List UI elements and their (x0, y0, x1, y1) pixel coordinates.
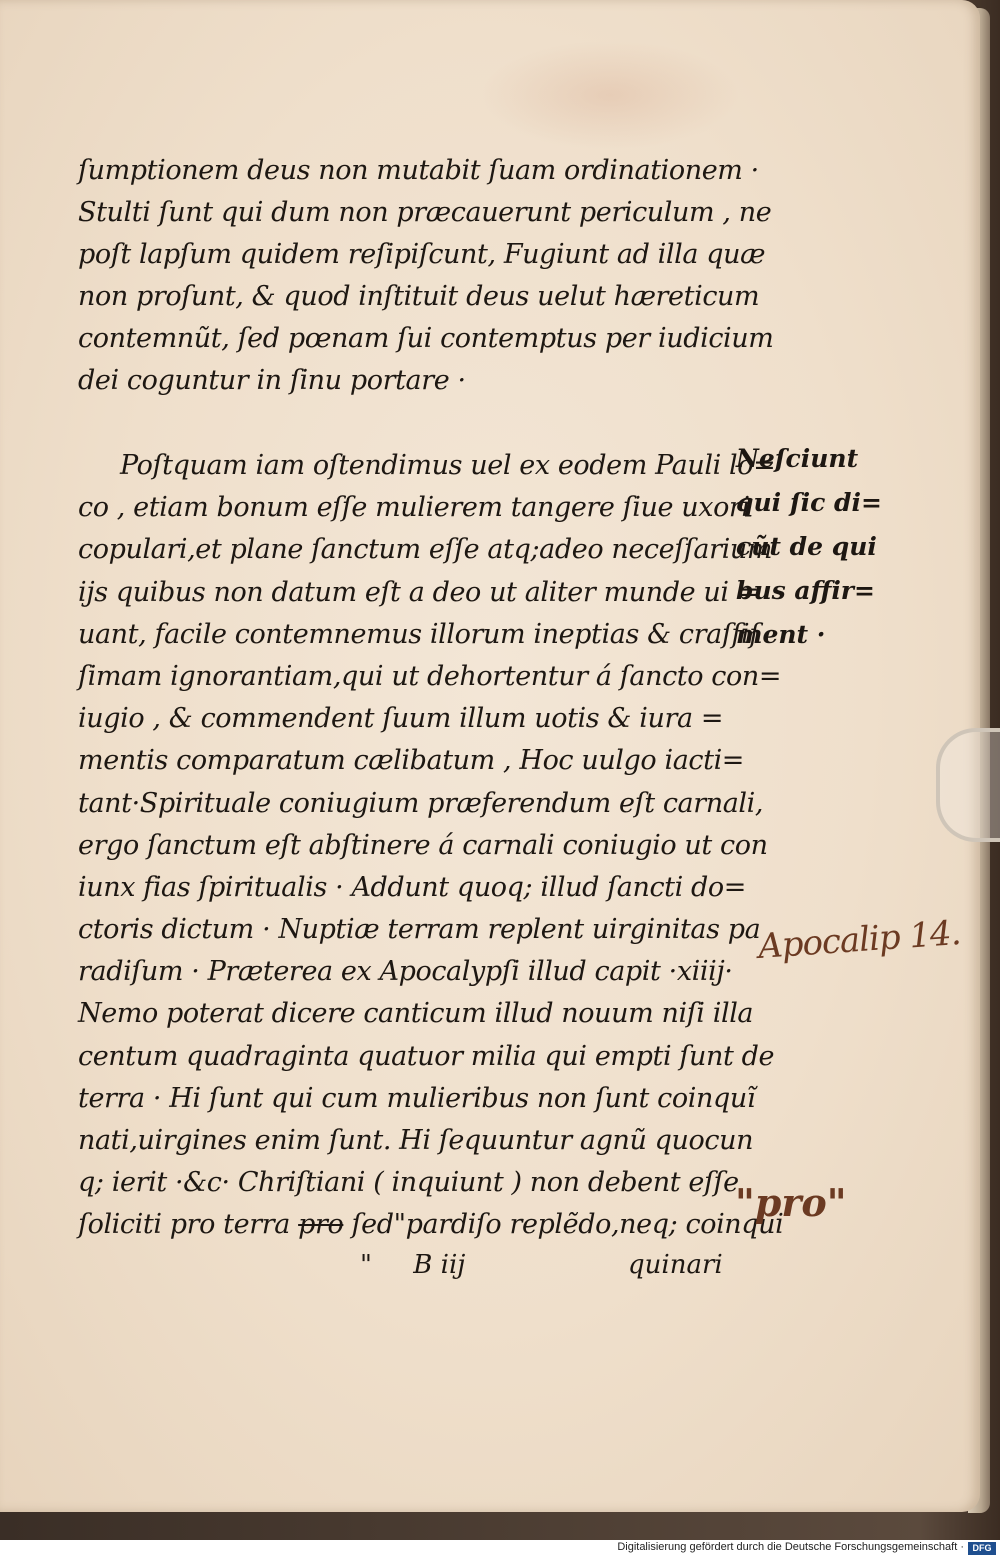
text-line: nati,uirgines enim ſunt. Hi ſequuntur agnũ quocun (78, 1125, 754, 1156)
quote-mark: " (360, 1250, 372, 1280)
text-line: centum quadraginta quatuor milia qui empti ſunt de (78, 1040, 775, 1072)
text-line: Nemo poterat dicere canticum illud nouum niſi illa (78, 998, 754, 1030)
handwritten-annotation-pro: "pro" (735, 1180, 847, 1225)
last-text-line (78, 1204, 784, 1246)
dfg-logo-icon: DFG (968, 1542, 996, 1555)
text-line: co , etiam bonum eſſe mulierem tangere ſiue uxori (78, 492, 750, 524)
text-line: ſumptionem deus non mutabit ſuam ordinationem · (78, 155, 759, 186)
text-line: terra · Hi ſunt qui cum mulieribus non ſunt coinquĩ (78, 1082, 756, 1114)
margin-note-line: ment · (736, 620, 826, 649)
text-line: non proſunt, & quod inſtituit deus uelut hæreticum (78, 281, 760, 312)
text-line: iugio , & commendent ſuum illum uotis & iura = (78, 703, 724, 735)
text-line: ctoris dictum · Nuptiæ terram replent uirginitas pa (78, 914, 761, 946)
text-line: q; ierit ·&c· Chriſtiani ( inquiunt ) non debent eſſe (78, 1167, 739, 1199)
text-line: iunx fias ſpiritualis · Addunt quoq; illud ſancti do= (78, 871, 747, 903)
handwritten-annotation-apocalypse: Apocalip 14. (756, 912, 962, 968)
text-segment: ſoliciti pro terra (78, 1209, 290, 1241)
catchword: quinari (628, 1250, 723, 1280)
text-line: tant·Spirituale coniugium præferendum eſt carnali, (78, 787, 764, 819)
text-line: ijs quibus non datum eſt a deo ut aliter munde ui = (78, 576, 760, 608)
margin-note-line: qui ſic di= (736, 488, 882, 517)
text-line: copulari,et plane ſanctum eſſe atq;adeo neceſſarium (78, 534, 773, 566)
text-line: radiſum · Præterea ex Apocalypſi illud capit ·xiiij· (78, 956, 733, 988)
text-line: Stulti ſunt qui dum non præcauerunt periculum , ne (78, 197, 772, 228)
text-line: mentis comparatum cælibatum , Hoc uulgo iacti= (78, 745, 745, 777)
signature-mark (360, 1250, 465, 1280)
signature: B iij (413, 1250, 466, 1280)
margin-note (736, 437, 886, 657)
text-line: contemnũt, ſed pœnam ſui contemptus per iudicium (78, 323, 774, 354)
text-line: Poſtquam iam oſtendimus uel ex eodem Pauli lo= (120, 450, 776, 481)
margin-note-line: cũt de qui (736, 532, 877, 561)
paragraph-2 (78, 445, 784, 1247)
page-clip (936, 728, 1000, 842)
paragraph-1 (78, 150, 774, 402)
text-line: poſt lapſum quidem reſipiſcunt, Fugiunt ad illa quæ (78, 239, 766, 270)
struck-word: pro (298, 1209, 344, 1241)
text-line: ergo ſanctum eſt abſtinere á carnali coniugio ut con (78, 829, 768, 861)
text-line: ſimam ignorantiam,qui ut dehortentur á ſancto con= (78, 660, 782, 692)
margin-note-line: bus affir= (736, 576, 875, 605)
margin-note-line: Neſciunt (736, 444, 859, 473)
page-stain (480, 40, 740, 150)
text-line: uant, facile contemnemus illorum ineptias & craſſiſ (78, 618, 759, 650)
digitization-credit: Digitalisierung gefördert durch die Deutsche Forschungsgemeinschaft · (617, 1541, 964, 1553)
text-segment: ſed"pardiſo replẽdo,neq; coinqui (351, 1209, 784, 1241)
text-line: dei coguntur in ſinu portare · (78, 365, 466, 396)
